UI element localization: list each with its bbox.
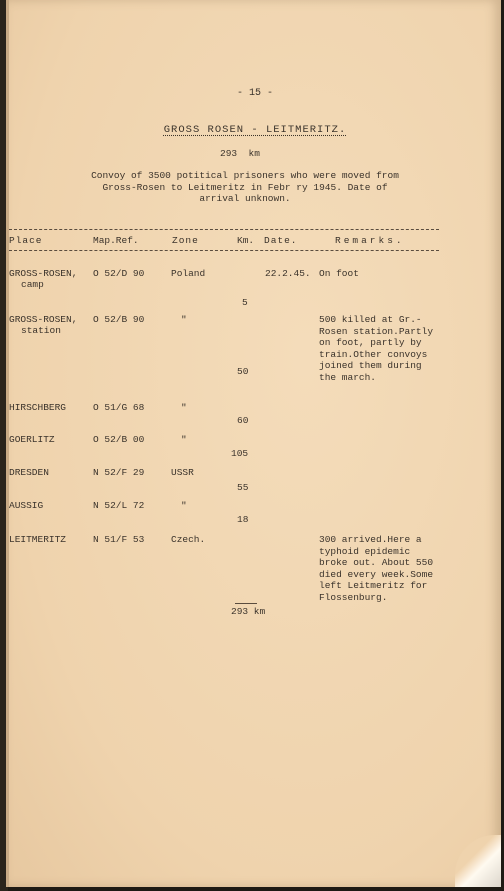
- col-header-date: Date.: [264, 235, 298, 246]
- table-cell-remarks: 500 killed at Gr.-Rosen station.Partly on foot, partly by train.Other convoys joined them during the march.: [319, 314, 434, 383]
- total-distance: 293 km: [231, 606, 266, 617]
- table-cell-mapref: N 52/F 29: [93, 467, 145, 478]
- table-cell-place-sub: station: [21, 325, 61, 336]
- table-cell-mapref: O 52/B 00: [93, 434, 145, 445]
- table-header-rule: [9, 250, 439, 251]
- table-cell-place: DRESDEN: [9, 467, 49, 478]
- table-cell-zone: USSR: [171, 467, 194, 478]
- table-cell-place: GROSS-ROSEN,: [9, 314, 78, 325]
- table-cell-mapref: N 51/F 53: [93, 534, 145, 545]
- table-cell-km: 5: [242, 297, 248, 308]
- table-top-rule: [9, 229, 439, 230]
- table-cell-place: LEITMERITZ: [9, 534, 67, 545]
- document-page: [6, 0, 501, 887]
- col-header-remarks: Remarks.: [335, 235, 405, 246]
- table-cell-zone: Poland: [171, 268, 206, 279]
- route-distance: 293 km: [220, 148, 260, 159]
- intro-line: Convoy of 3500 potitical prisoners who were moved from: [91, 170, 399, 181]
- intro-paragraph: [9, 170, 481, 205]
- table-cell-remarks: 300 arrived.Here a typhoid epidemic broke out. About 550 died every week.Some left Leitmeritz for Flossenburg.: [319, 534, 434, 603]
- table-cell-zone: ": [181, 434, 187, 445]
- col-header-km: Km.: [237, 235, 255, 246]
- table-cell-remarks: On foot: [319, 268, 359, 279]
- col-header-mapref: Map.Ref.: [93, 235, 139, 246]
- table-cell-zone: ": [181, 500, 187, 511]
- table-cell-mapref: N 52/L 72: [93, 500, 145, 511]
- table-cell-mapref: O 52/D 90: [93, 268, 145, 279]
- intro-line: Gross-Rosen to Leitmeritz in Febr ry 1945. Date of: [102, 181, 388, 193]
- table-cell-place: GOERLITZ: [9, 434, 55, 445]
- total-rule: [235, 603, 257, 604]
- table-cell-zone: Czech.: [171, 534, 206, 545]
- table-cell-mapref: O 52/B 90: [93, 314, 145, 325]
- table-cell-km: 55: [237, 482, 249, 493]
- page-corner-curl: [455, 835, 501, 887]
- table-cell-zone: ": [181, 402, 187, 413]
- table-cell-km: 60: [237, 415, 249, 426]
- table-cell-km: 18: [237, 514, 249, 525]
- intro-line: arrival unknown.: [199, 193, 291, 204]
- table-cell-km: 105: [231, 448, 249, 459]
- col-header-place: Place: [9, 235, 43, 246]
- table-cell-place: AUSSIG: [9, 500, 44, 511]
- table-cell-place: HIRSCHBERG: [9, 402, 67, 413]
- table-cell-place-sub: camp: [21, 279, 44, 290]
- table-cell-mapref: O 51/G 68: [93, 402, 145, 413]
- table-cell-date: 22.2.45.: [265, 268, 311, 279]
- col-header-zone: Zone: [172, 235, 199, 246]
- page-number: - 15 -: [236, 88, 273, 99]
- table-cell-place: GROSS-ROSEN,: [9, 268, 78, 279]
- table-cell-zone: ": [181, 314, 187, 325]
- page-title: GROSS ROSEN - LEITMERITZ.: [163, 124, 347, 136]
- table-cell-km: 50: [237, 366, 249, 377]
